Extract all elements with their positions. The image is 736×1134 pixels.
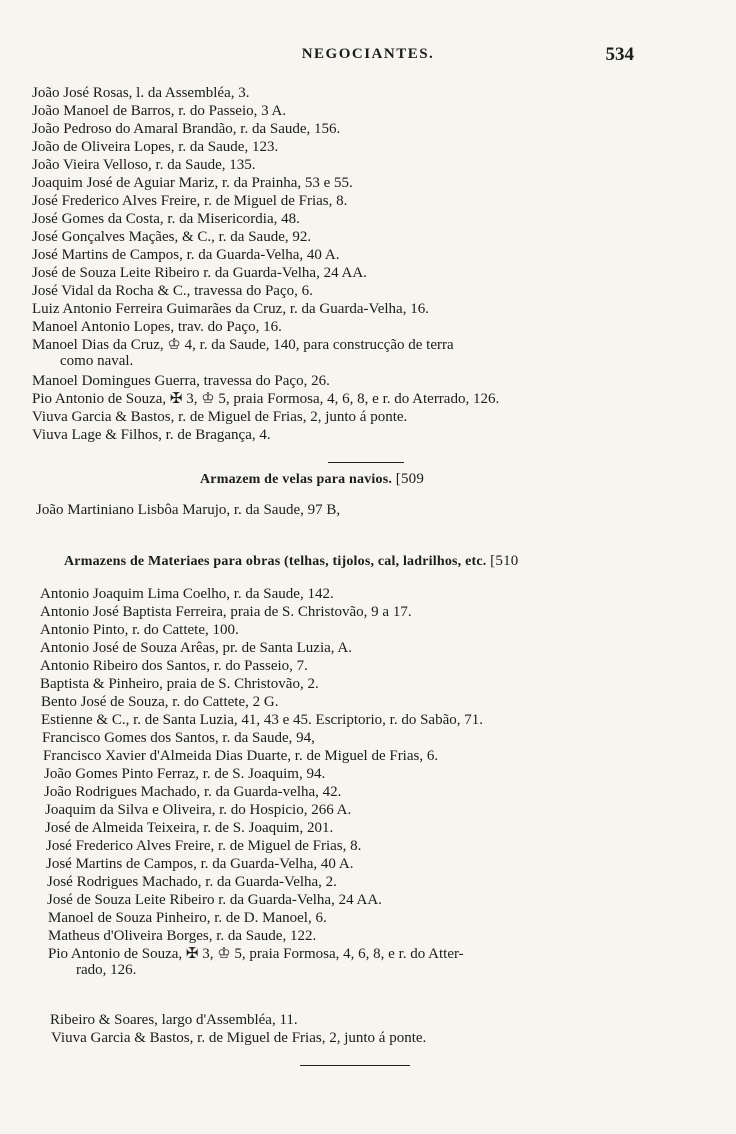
list-item: João Rodrigues Machado, r. da Guarda-velha, 42. bbox=[44, 784, 342, 800]
list-item-line: Pio Antonio de Souza, ✠ 3, ♔ 5, praia Formosa, 4, 6, 8, e r. do Atter- bbox=[48, 946, 464, 962]
page-number: 534 bbox=[605, 44, 634, 65]
list-item: José Martins de Campos, r. da Guarda-Velha, 40 A. bbox=[32, 247, 340, 263]
list-item: Antonio José de Souza Arêas, pr. de Santa Luzia, A. bbox=[40, 640, 353, 656]
list-item: Francisco Gomes dos Santos, r. da Saude, 94, bbox=[42, 730, 315, 746]
list-item: Antonio Pinto, r. do Cattete, 100. bbox=[40, 622, 239, 638]
list-item: José Martins de Campos, r. da Guarda-Velha, 40 A. bbox=[46, 856, 354, 872]
list-item: João Martiniano Lisbôa Marujo, r. da Saude, 97 B, bbox=[36, 502, 341, 518]
list-item: Baptista & Pinheiro, praia de S. Christovão, 2. bbox=[40, 676, 319, 692]
list-item: Antonio Ribeiro dos Santos, r. do Passeio, 7. bbox=[40, 658, 308, 674]
list-item: José Frederico Alves Freire, r. de Miguel de Frias, 8. bbox=[32, 193, 348, 209]
list-item: Joaquim José de Aguiar Mariz, r. da Prainha, 53 e 55. bbox=[32, 175, 353, 191]
list-item-line: Manoel Dias da Cruz, ♔ 4, r. da Saude, 140, para construcção de terra bbox=[32, 337, 454, 353]
list-item-continuation: rado, 126. bbox=[76, 962, 137, 978]
list-item: Estienne & C., r. de Santa Luzia, 41, 43 e 45. Escriptorio, r. do Sabão, 71. bbox=[41, 712, 484, 728]
list-item-continuation: como naval. bbox=[60, 353, 134, 369]
list-item: Viuva Garcia & Bastos, r. de Miguel de Frias, 2, junto á ponte. bbox=[32, 409, 408, 425]
list-item: João de Oliveira Lopes, r. da Saude, 123. bbox=[32, 139, 279, 155]
list-item: Pio Antonio de Souza, ✠ 3, ♔ 5, praia Formosa, 4, 6, 8, e r. do Aterrado, 126. bbox=[32, 391, 500, 407]
list-item: João Pedroso do Amaral Brandão, r. da Saude, 156. bbox=[32, 121, 341, 137]
list-item: José Gonçalves Maçães, & C., r. da Saude, 92. bbox=[32, 229, 312, 245]
section-divider bbox=[328, 462, 404, 463]
list-item: Viuva Garcia & Bastos, r. de Miguel de Frias, 2, junto á ponte. bbox=[51, 1030, 427, 1046]
section-heading-materiaes bbox=[64, 553, 518, 570]
section-reference: [510 bbox=[490, 553, 519, 569]
list-item: Joaquim da Silva e Oliveira, r. do Hospicio, 266 A. bbox=[45, 802, 352, 818]
section-reference: [509 bbox=[395, 471, 425, 487]
list-item: Matheus d'Oliveira Borges, r. da Saude, 122. bbox=[48, 928, 317, 944]
list-item: José Vidal da Rocha & C., travessa do Paço, 6. bbox=[32, 283, 313, 299]
list-item: Viuva Lage & Filhos, r. de Bragança, 4. bbox=[32, 427, 271, 443]
list-item: Manoel Domingues Guerra, travessa do Paço, 26. bbox=[32, 373, 330, 389]
section-heading-velas bbox=[200, 471, 424, 488]
list-item: João Gomes Pinto Ferraz, r. de S. Joaquim, 94. bbox=[44, 766, 326, 782]
list-item: Luiz Antonio Ferreira Guimarães da Cruz, r. da Guarda-Velha, 16. bbox=[32, 301, 429, 317]
section-heading-text: Armazens de Materiaes para obras (telhas, tijolos, cal, ladrilhos, etc. bbox=[64, 554, 487, 569]
section-heading-text: Armazem de velas para navios. bbox=[200, 472, 393, 487]
list-item: João Vieira Velloso, r. da Saude, 135. bbox=[32, 157, 256, 173]
list-item: José de Souza Leite Ribeiro r. da Guarda-Velha, 24 AA. bbox=[32, 265, 367, 281]
list-item: João José Rosas, l. da Assembléa, 3. bbox=[32, 85, 250, 101]
list-item: José Frederico Alves Freire, r. de Miguel de Frias, 8. bbox=[46, 838, 362, 854]
list-item: Manoel de Souza Pinheiro, r. de D. Manoel, 6. bbox=[48, 910, 327, 926]
list-item: Manoel Antonio Lopes, trav. do Paço, 16. bbox=[32, 319, 282, 335]
list-item: José Rodrigues Machado, r. da Guarda-Velha, 2. bbox=[47, 874, 337, 890]
list-item: José de Almeida Teixeira, r. de S. Joaquim, 201. bbox=[45, 820, 334, 836]
list-item: Ribeiro & Soares, largo d'Assembléa, 11. bbox=[50, 1012, 298, 1028]
list-item: José de Souza Leite Ribeiro r. da Guarda-Velha, 24 AA. bbox=[47, 892, 382, 908]
page-title: NEGOCIANTES. bbox=[301, 46, 435, 62]
section-divider bbox=[300, 1065, 410, 1066]
list-item: Antonio José Baptista Ferreira, praia de S. Christovão, 9 a 17. bbox=[40, 604, 412, 620]
list-item: Bento José de Souza, r. do Cattete, 2 G. bbox=[41, 694, 279, 710]
list-item-multiline bbox=[48, 946, 464, 978]
list-item: José Gomes da Costa, r. da Misericordia, 48. bbox=[32, 211, 300, 227]
list-item: Antonio Joaquim Lima Coelho, r. da Saude, 142. bbox=[40, 586, 334, 602]
list-item-multiline bbox=[32, 337, 454, 369]
list-item: Francisco Xavier d'Almeida Dias Duarte, r. de Miguel de Frias, 6. bbox=[43, 748, 439, 764]
list-item: João Manoel de Barros, r. do Passeio, 3 A. bbox=[32, 103, 287, 119]
